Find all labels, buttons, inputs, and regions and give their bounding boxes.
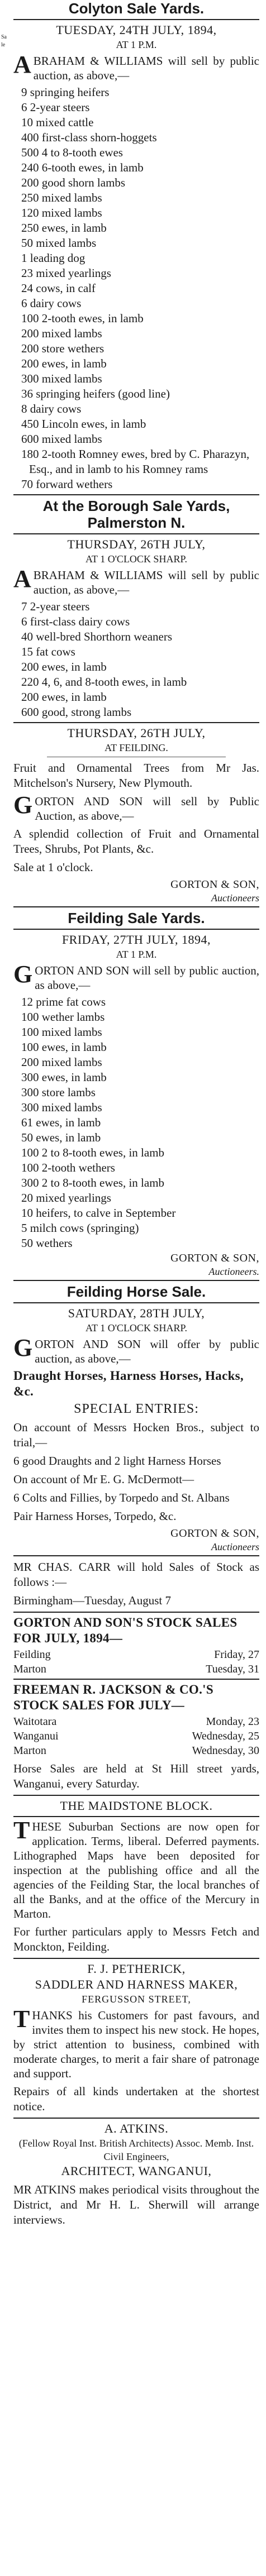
body-text: HESE Suburban Sections are now open for application. Terms, liberal. Deferred payments. Lithographed Maps have been deposited for inspection at the publishing office and all the agencies of the Feilding Star, the local branches of all the Banks, and at the office of the Mercury in Marton. — [13, 1820, 259, 1920]
sale-time: AT FEILDING. — [104, 742, 168, 753]
lot-item: 24 cows, in calf — [21, 281, 96, 295]
ad-colyton — [13, 0, 259, 492]
lot-item: 240 6-tooth ewes, in lamb — [21, 161, 144, 174]
entry-body: Pair Harness Horses, Torpedo, &c. — [13, 1509, 177, 1523]
sale-date: SATURDAY, 28TH JULY, — [68, 1306, 205, 1320]
place: Wanganui — [13, 1730, 59, 1742]
ad-body — [13, 2005, 259, 2081]
sale-date: FRIDAY, 27TH JULY, 1894, — [61, 933, 211, 947]
day: Wednesday, 30 — [192, 1745, 259, 1757]
day: Friday, 27 — [214, 1648, 259, 1661]
lot-item: 450 Lincoln ewes, in lamb — [21, 417, 146, 431]
ad-borough — [13, 498, 259, 720]
day: Tuesday, 31 — [206, 1663, 259, 1675]
lot-list — [21, 599, 259, 720]
rule — [13, 1795, 259, 1796]
ad-description: Fruit and Ornamental Trees from Mr Jas. Mitchelson's Nursery, New Plymouth. — [13, 761, 259, 790]
ad-heading: GORTON AND SON'S STOCK SALES FOR JULY, 1894— — [13, 1616, 238, 1645]
lot-item: 6 2-year steers — [21, 101, 90, 114]
table-row — [13, 1714, 259, 1729]
lot-item: 120 mixed lambs — [21, 206, 102, 219]
drop-cap: T — [13, 2005, 30, 2033]
lot-item: 200 good shorn lambs — [21, 176, 126, 189]
intro-text: ORTON AND SON will sell by public auction, as above,— — [35, 964, 259, 992]
lot-item: 100 2-tooth wethers — [21, 1161, 115, 1174]
entry-body: 6 Colts and Fillies, by Torpedo and St. Albans — [13, 1491, 230, 1504]
ad-intro — [13, 565, 259, 597]
lot-item: 23 mixed yearlings — [21, 266, 111, 280]
lot-item: 300 mixed lambs — [21, 1101, 102, 1114]
ad-body — [13, 1819, 259, 1921]
lot-item: 600 mixed lambs — [21, 432, 102, 446]
lot-item: 300 store lambs — [21, 1086, 96, 1099]
lot-item: 300 mixed lambs — [21, 372, 102, 385]
lot-item: 8 dairy cows — [21, 402, 82, 415]
place: Marton — [13, 1663, 46, 1675]
ad-intro — [13, 960, 259, 992]
lot-item: 200 mixed lambs — [21, 327, 102, 340]
lot-item: 100 ewes, in lamb — [21, 1040, 107, 1054]
sale-time: AT 1 O'CLOCK SHARP. — [86, 1322, 187, 1334]
lot-item: 40 well-bred Shorthorn weaners — [21, 630, 173, 643]
table-row — [13, 1743, 259, 1758]
table-row — [13, 1729, 259, 1743]
lot-item: 5 milch cows (springing) — [21, 1221, 139, 1235]
lot-item: 200 mixed lambs — [21, 1055, 102, 1069]
auctioneer-title: Auctioneers — [211, 1541, 259, 1552]
lot-item: 50 mixed lambs — [21, 236, 97, 250]
ad-body: MR ATKINS makes periodical visits throughout the District, and Mr H. L. Sherwill will arrange interviews. — [13, 2183, 259, 2226]
rule — [13, 1816, 259, 1817]
drop-cap: T — [13, 1817, 30, 1844]
ad-atkins — [13, 2121, 259, 2228]
ad-heading: Feilding Sale Yards. — [68, 910, 205, 926]
sale-start-time: Sale at 1 o'clock. — [13, 861, 93, 874]
rule — [13, 1302, 259, 1303]
business-title: ARCHITECT, WANGANUI, — [61, 2164, 212, 2178]
lot-item: 1 leading dog — [21, 251, 86, 265]
drop-cap: G — [13, 1334, 33, 1361]
auctioneer-title: Auctioneers. — [208, 1266, 259, 1277]
drop-cap: G — [13, 960, 33, 988]
ad-note: Horse Sales are held at St Hill street yards, Wanganui, every Saturday. — [13, 1762, 259, 1790]
place: Waitotara — [13, 1715, 57, 1728]
lot-item: 9 springing heifers — [21, 85, 110, 99]
lot-list — [21, 995, 259, 1251]
ad-petherick — [13, 1961, 259, 2114]
ad-heading: Feilding Horse Sale. — [66, 1283, 206, 1300]
rule — [13, 1679, 259, 1680]
rule — [13, 929, 259, 930]
ad-intro — [13, 791, 259, 823]
lot-item: 500 4 to 8-tooth ewes — [21, 146, 123, 159]
sale-table — [13, 1647, 259, 1676]
lot-item: 7 2-year steers — [21, 600, 90, 613]
intro-text: BRAHAM & WILLIAMS will sell by public auction, as above,— — [33, 54, 259, 82]
business-name: F. J. PETHERICK, — [87, 1962, 186, 1976]
lot-item: 15 fat cows — [21, 645, 75, 658]
lot-item: 70 forward wethers — [21, 477, 113, 491]
rule — [13, 1280, 259, 1281]
ad-intro — [13, 1334, 259, 1366]
credentials: (Fellow Royal Inst. British Architects) Assoc. Memb. Inst. Civil Engineers, — [18, 2138, 254, 2162]
lot-item: 100 mixed lambs — [21, 1025, 102, 1039]
ad-heading: THE MAIDSTONE BLOCK. — [60, 1799, 213, 1813]
lot-item: 36 springing heifers (good line) — [21, 387, 170, 400]
ad-gorton-stock — [13, 1615, 259, 1676]
place: Feilding — [13, 1648, 51, 1661]
rule — [13, 19, 259, 20]
lot-item: 600 good, strong lambs — [21, 705, 132, 719]
body-text: HANKS his Customers for past favours, and invites them to inspect his new stock. He hopes, by strict attention to business, combined with moderate charges, to merit a fair share of patronage and support. — [13, 2009, 259, 2080]
ad-text: MR CHAS. CARR will hold Sales of Stock as follows :— — [13, 1560, 259, 1589]
lot-item: 200 ewes, in lamb — [21, 660, 107, 673]
lot-item: 100 wether lambs — [21, 1010, 105, 1024]
horse-title: Draught Horses, Harness Horses, Hacks, &c. — [13, 1369, 244, 1398]
ad-maidstone — [13, 1798, 259, 1954]
sale-time: AT 1 P.M. — [116, 949, 157, 960]
table-row — [13, 1662, 259, 1676]
lot-item: 6 first-class dairy cows — [21, 615, 130, 628]
ad-carr — [13, 1560, 259, 1608]
lot-item: 220 4, 6, and 8-tooth ewes, in lamb — [21, 675, 187, 689]
intro-text: BRAHAM & WILLIAMS will sell by public auction, as above,— — [33, 568, 259, 596]
ad-heading: FREEMAN R. JACKSON & CO.'S STOCK SALES FOR JULY— — [13, 1683, 213, 1712]
lot-item: 250 ewes, in lamb — [21, 221, 107, 235]
sale-date: THURSDAY, 26TH JULY, — [67, 537, 206, 551]
lot-list — [21, 85, 259, 492]
lot-item: 61 ewes, in lamb — [21, 1116, 101, 1129]
lot-item: 100 2 to 8-tooth ewes, in lamb — [21, 1146, 165, 1159]
rule — [13, 533, 259, 534]
ad-column — [13, 0, 259, 2231]
special-entries-heading: SPECIAL ENTRIES: — [74, 1402, 199, 1416]
business-street: FERGUSSON STREET, — [82, 1994, 191, 2005]
ad-horse-sale — [13, 1283, 259, 1553]
sale-date: TUESDAY, 24TH JULY, 1894, — [56, 23, 217, 37]
rule — [13, 2118, 259, 2119]
sale-date: THURSDAY, 26TH JULY, — [67, 726, 206, 740]
margin-note: Sale — [1, 34, 7, 48]
rule — [13, 1958, 259, 1959]
ad-row: Birmingham—Tuesday, August 7 — [13, 1594, 171, 1607]
ad-detail: A splendid collection of Fruit and Ornamental Trees, Shrubs, Pot Plants, &c. — [13, 827, 259, 856]
lot-item: 12 prime fat cows — [21, 995, 106, 1009]
place: Marton — [13, 1745, 46, 1757]
lot-item: 100 2-tooth ewes, in lamb — [21, 312, 144, 325]
business-trade: SADDLER AND HARNESS MAKER, — [35, 1977, 238, 1991]
ad-heading: Colyton Sale Yards. — [68, 0, 205, 17]
drop-cap: A — [13, 565, 31, 592]
business-name: A. ATKINS. — [104, 2121, 169, 2135]
intro-text: ORTON AND SON will offer by public auction, as above,— — [35, 1337, 259, 1365]
lot-item: 180 2-tooth Romney ewes, bred by C. Pharazyn, Esq., and in lamb to his Romney rams — [21, 447, 250, 476]
entry-body: 6 good Draughts and 2 light Harness Horses — [13, 1454, 221, 1468]
ad-feilding-trees — [13, 725, 259, 904]
ad-body: Repairs of all kinds undertaken at the shortest notice. — [13, 2085, 259, 2113]
sale-time: AT 1 P.M. — [116, 39, 157, 50]
lot-item: 200 ewes, in lamb — [21, 357, 107, 370]
rule — [13, 1612, 259, 1613]
lot-item: 300 2 to 8-tooth ewes, in lamb — [21, 1176, 165, 1189]
table-row — [13, 1647, 259, 1662]
lot-item: 20 mixed yearlings — [21, 1191, 111, 1205]
rule — [13, 906, 259, 907]
lot-item: 300 ewes, in lamb — [21, 1070, 107, 1084]
lot-item: 50 ewes, in lamb — [21, 1131, 101, 1144]
entry-lead: On account of Messrs Hocken Bros., subject to trial,— — [13, 1421, 259, 1449]
lot-item: 200 ewes, in lamb — [21, 690, 107, 704]
entry-lead: On account of Mr E. G. McDermott— — [13, 1473, 194, 1486]
rule — [13, 1555, 259, 1556]
auctioneer-signature: GORTON & SON, — [170, 1527, 259, 1540]
day: Monday, 23 — [206, 1715, 259, 1728]
rule — [13, 494, 259, 495]
lot-item: 50 wethers — [21, 1236, 73, 1250]
lot-item: 10 heifers, to calve in September — [21, 1206, 176, 1220]
sale-time: AT 1 O'CLOCK SHARP. — [86, 553, 187, 565]
ad-body: For further particulars apply to Messrs Fetch and Monckton, Feilding. — [13, 1925, 259, 1953]
lot-item: 6 dairy cows — [21, 297, 82, 310]
auctioneer-title: Auctioneers — [211, 892, 259, 904]
lot-item: 10 mixed cattle — [21, 116, 94, 129]
lot-item: 400 first-class shorn-hoggets — [21, 131, 157, 144]
auctioneer-signature: GORTON & SON, — [170, 878, 259, 891]
ad-heading: At the Borough Sale Yards, Palmerston N. — [42, 498, 230, 531]
rule — [13, 722, 259, 723]
drop-cap: G — [13, 791, 33, 819]
lot-item: 250 mixed lambs — [21, 191, 102, 204]
auctioneer-signature: GORTON & SON, — [170, 1252, 259, 1264]
drop-cap: A — [13, 51, 31, 78]
intro-text: ORTON AND SON will sell by Public Auction, as above,— — [35, 795, 259, 823]
lot-item: 200 store wethers — [21, 342, 104, 355]
ad-intro — [13, 51, 259, 83]
day: Wednesday, 25 — [192, 1730, 259, 1742]
sale-table — [13, 1714, 259, 1758]
ad-feilding-sale — [13, 910, 259, 1278]
ad-freeman — [13, 1682, 259, 1791]
